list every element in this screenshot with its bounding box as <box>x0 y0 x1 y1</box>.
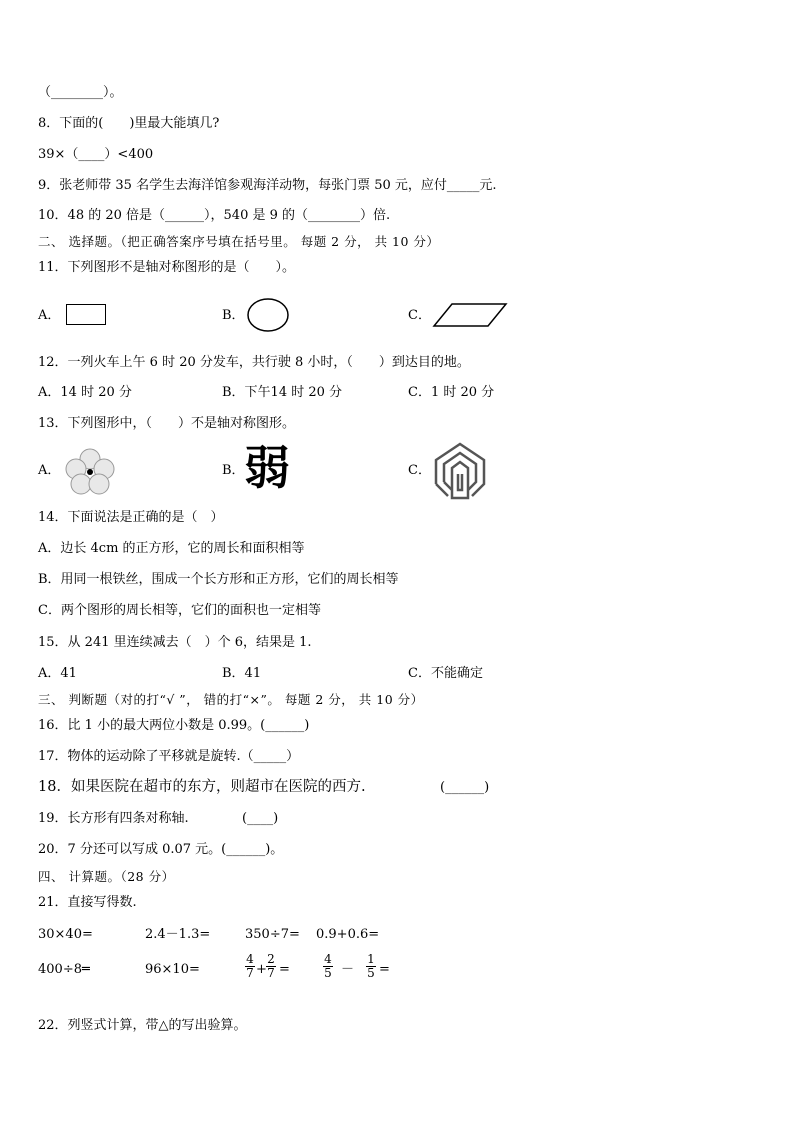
q13-option-a: A． <box>38 463 61 478</box>
question-12: 12．一列火车上午 6 时 20 分发车，共行驶 8 小时，（ ）到达目的地。 <box>38 355 470 370</box>
question-15: 15．从 241 里连续减去（ ）个 6，结果是 1. <box>38 635 312 650</box>
question-10: 10．48 的 20 倍是（______），540 是 9 的（________）倍. <box>38 208 391 223</box>
question-9: 9．张老师带 35 名学生去海洋馆参观海洋动物，每张门票 50 元，应付_____元. <box>38 178 497 193</box>
fraction-denominator: 5 <box>367 966 375 980</box>
question-11: 11．下列图形不是轴对称图形的是（ ）。 <box>38 260 296 275</box>
calc-item: 96×10= <box>145 962 200 977</box>
fraction <box>245 953 255 980</box>
line-prev-blank: （________）。 <box>38 85 123 100</box>
parallelogram-figure <box>432 302 508 328</box>
question-22: 22．列竖式计算，带△的写出验算。 <box>38 1018 247 1033</box>
fraction-numerator: 4 <box>246 952 254 966</box>
flower-figure <box>62 446 118 496</box>
equals-sign: = <box>279 962 290 977</box>
rectangle-figure <box>66 304 106 325</box>
q15-option-c: C．不能确定 <box>408 666 483 681</box>
question-16: 16．比 1 小的最大两位小数是 0.99。(______) <box>38 718 310 733</box>
circle-figure <box>246 297 290 333</box>
question-19: 19．长方形有四条对称轴. <box>38 811 189 826</box>
fraction <box>323 953 333 980</box>
q11-option-a: A． <box>38 308 61 323</box>
section-4-heading: 四、 计算题。（28 分） <box>38 869 175 884</box>
question-20: 20．7 分还可以写成 0.07 元。(______)。 <box>38 842 284 857</box>
question-17: 17．物体的运动除了平移就是旋转.（_____） <box>38 749 300 764</box>
calc-item: 350÷7= <box>245 927 300 942</box>
section-2-heading: 二、 选择题。（把正确答案序号填在括号里。 每题 2 分， 共 10 分） <box>38 234 440 249</box>
fraction <box>366 953 376 980</box>
q11-option-b: B． <box>222 308 245 323</box>
fraction-numerator: 1 <box>367 952 375 966</box>
ruo-character-figure: 弱 <box>244 441 290 495</box>
question-13: 13．下列图形中，（ ）不是轴对称图形。 <box>38 416 296 431</box>
fraction-numerator: 4 <box>324 952 332 966</box>
fraction <box>266 953 276 980</box>
q15-option-b: B．41 <box>222 666 262 681</box>
calc-item: 2.4－1.3= <box>145 927 211 942</box>
calc-item: 30×40= <box>38 927 93 942</box>
q11-option-c: C． <box>408 308 431 323</box>
q14-option-b: B．用同一根铁丝，围成一个长方形和正方形，它们的周长相等 <box>38 572 399 587</box>
q14-option-a: A．边长 4cm 的正方形，它的周长和面积相等 <box>38 541 305 556</box>
q15-option-a: A．41 <box>38 666 77 681</box>
q13-option-b: B． <box>222 463 245 478</box>
q12-option-a: A．14 时 20 分 <box>38 385 132 400</box>
q14-option-c: C．两个图形的周长相等，它们的面积也一定相等 <box>38 603 321 618</box>
q13-option-c: C． <box>408 463 431 478</box>
q12-option-c: C．1 时 20 分 <box>408 385 495 400</box>
fraction-numerator: 2 <box>267 952 275 966</box>
question-19-blank: (____) <box>242 811 279 826</box>
question-14: 14．下面说法是正确的是（ ） <box>38 510 224 525</box>
calc-item: 0.9+0.6= <box>316 927 380 942</box>
section-3-heading: 三、 判断题（对的打“√ ”， 错的打“×”。 每题 2 分， 共 10 分） <box>38 692 424 707</box>
plus-sign: + <box>256 962 267 977</box>
equals-sign: = <box>379 962 390 977</box>
fraction-denominator: 7 <box>267 966 275 980</box>
q12-option-b: B．下午14 时 20 分 <box>222 385 343 400</box>
question-8-expression: 39×（____）<400 <box>38 147 154 162</box>
fraction-denominator: 5 <box>324 966 332 980</box>
minus-sign: － <box>341 962 355 977</box>
question-18: 18．如果医院在超市的东方，则超市在医院的西方. <box>38 779 366 795</box>
calc-item: 400÷8═ <box>38 962 90 977</box>
maze-logo-figure <box>430 440 490 502</box>
fraction-denominator: 7 <box>246 966 254 980</box>
question-8: 8．下面的( )里最大能填几? <box>38 116 220 131</box>
question-21: 21．直接写得数. <box>38 895 137 910</box>
question-18-blank: (______) <box>440 780 490 795</box>
